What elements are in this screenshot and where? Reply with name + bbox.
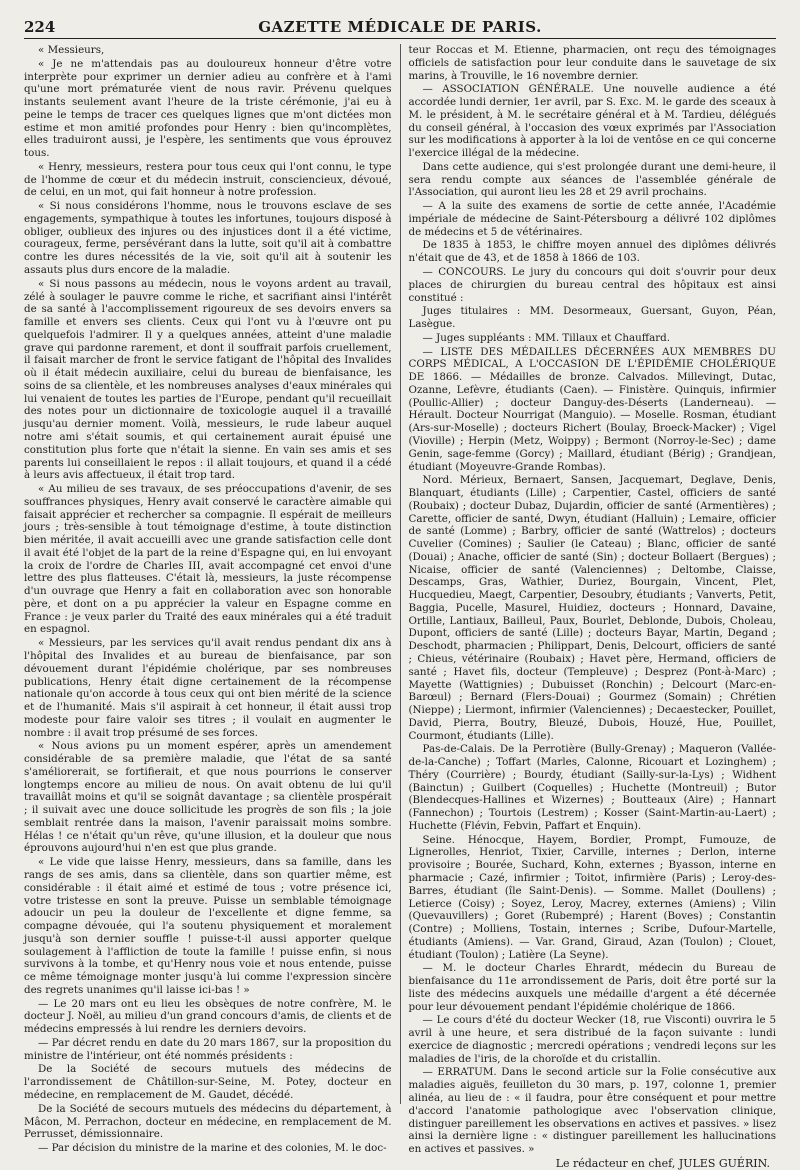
left-column (24, 44, 400, 1155)
paragraph: « Messieurs, (38, 44, 105, 56)
paragraph: « Nous avions pu un moment espérer, après un amendement considérable de sa première maladie, que l'état de sa santé s'améliorerait, se fortifierait, et que nous pourrions le conserver longtemps encore au milieu de nous. On avait obtenu de lui qu'il travaillât moins et qu'il se soignât davantage ; sa clientèle prospérait ; il suivait avec une douce sollicitude les progrès de son fils ; la joie semblait rentrée dans la maison, l'avenir paraissait moins sombre. Hélas ! ce n'était qu'un rêve, qu'une illusion, et la douleur que nous éprouvons aujourd'hui n'en est que plus grande. (24, 740, 392, 855)
paragraph: Nord. Mérieux, Bernaert, Sansen, Jacquemart, Deglave, Denis, Blanquart, étudiants (Lille) ; Carpentier, Castel, officiers de santé (Roubaix) ; docteur Dubaz, Dujardin, officier de santé (Armentières) ; Carette, officier de santé, Dwyn, étudiant (Halluin) ; Lemaire, officier de santé (Lomme) ; Barbry, officier de santé (Wattrelos) ; docteurs Cuvelier (Comines) ; Saulier (le Cateau) ; Blanc, officier de santé (Douai) ; Anache, officier de santé (Sin) ; docteur Bollaert (Bergues) ; Nicaise, officier de santé (Valenciennes) ; Deltombe, Claisse, Descamps, Gras, Wathier, Duriez, Bourgain, Vincent, Plet, Hucquedieu, Maegt, Carpentier, Desoubry, étudiants ; Vanverts, Petit, Baggia, Pucelle, Masurel, Huidiez, docteurs ; Honnard, Davaine, Ortille, Lantiaux, Bailleul, Paux, Bourlet, Deblonde, Dubois, Choleau, Dupont, officiers de santé (Lille) ; docteurs Bayar, Martin, Degand ; Deschodt, pharmacien ; Philippart, Denis, Delcourt, officiers de santé ; Chieus, vétérinaire (Roubaix) ; Havet père, Hermand, officiers de santé ; Havet fils, docteur (Templeuve) ; Desprez (Pont-à-Marc) ; Mayette (Wattignies) ; Dubuisset (Ronchin) ; Delcourt (Marc-en-Barœul) ; Bernard (Flers-Douai) ; Gourmez (Somain) ; Chrétien (Nieppe) ; Liermont, infirmier (Valenciennes) ; Decaestecker, Pouillet, David, Pierra, Boutry, Bleuzé, Dubois, Houzé, Hue, Pouillet, Courmont, étudiants (Lille). (408, 474, 776, 742)
paragraph: — LISTE DES MÉDAILLES DÉCERNÉES AUX MEMBRES DU CORPS MÉDICAL, A L'OCCASION DE L'ÉPIDÉMIE CHOLÉRIQUE DE 1866. — Médailles de bronze. Calvados. Millevingt, Dutac, Ozanne, Lefèvre, étudiants (Caen). — Finistère. Quinquis, infirmier (Poullic-Allier) ; docteur Danguy-des-Déserts (Landerneau). — Hérault. Docteur Nourrigat (Manguio). — Moselle. Rosman, étudiant (Ars-sur-Moselle) ; docteurs Richert (Boulay, Broeck-Macker) ; Vigel (Vioville) ; Herpin (Metz, Woippy) ; Bermont (Norroy-le-Sec) ; dame Genin, sage-femme (Gorcy) ; Maillard, étudiant (Bérig) ; Grandjean, étudiant (Moyeuvre-Grande Rombas). (408, 345, 776, 473)
paragraph: — Par décision du ministre de la marine et des colonies, M. le doc- (38, 1142, 387, 1155)
paragraph: — Juges suppléants : MM. Tillaux et Chauffard. (422, 331, 671, 344)
editor-signature: Le rédacteur en chef, JULES GUÉRIN. (555, 1156, 770, 1170)
paragraph: « Si nous considérons l'homme, nous le trouvons esclave de ses engagements, sympathique à toutes les infortunes, toujours disposé à obliger, oublieux des injures ou des injustices dont il a été victime, courageux, ferme, persévérant dans la lutte, soit qu'il ait à combattre contre les dures nécessités de la vie, soit qu'il ait à soutenir les assauts plus durs encore de la maladie. (24, 200, 392, 277)
paragraph: — A la suite des examens de sortie de cette année, l'Académie impériale de médecine de Saint-Pétersbourg a délivré 102 diplômes de médecins et 5 de vétérinaires. (408, 200, 776, 238)
paragraph: « Henry, messieurs, restera pour tous ceux qui l'ont connu, le type de l'homme de cœur et du médecin instruit, consciencieux, dévoué, de celui, en un mot, qui fait honneur à notre profession. (24, 160, 392, 199)
paragraph: « Si nous passons au médecin, nous le voyons ardent au travail, zélé à soulager le pauvre comme le riche, et sacrifiant ainsi l'intérêt de sa santé à l'accomplissement rigoureux de ses devoirs envers sa famille et envers ses clients. Ceux qui l'ont vu à l'œuvre ont pu quelquefois l'admirer. Il y a quelques années, atteint d'une maladie grave qui pardonne rarement, et dont il souffrait parfois cruellement, il faisait marcher de front le service fatigant de l'hôpital des Invalides où il était médecin auxiliaire, celui du bureau de bienfaisance, les soins de sa clientèle, et les nombreuses analyses d'eaux minérales qui lui venaient de toutes les parties de l'Europe, pendant qu'il recueillait des notes pour un dictionnaire de toxicologie auquel il a travaillé jusqu'au dernier moment. Voilà, messieurs, le rude labeur auquel notre ami s'était soumis, et qui certainement aurait épuisé une constitution plus forte que n'était la sienne. En vain ses amis et ses parents lui conseillaient le repos : il allait toujours, et quand il a cédé à leurs avis affectueux, il était trop tard. (24, 277, 392, 482)
paragraph: « Le vide que laisse Henry, messieurs, dans sa famille, dans les rangs de ses amis, dans sa clientèle, dans son quartier même, est considérable : il était aimé et estimé de tous ; votre présence ici, votre tristesse en sont la preuve. Puisse un semblable témoignage adoucir un peu la douleur de l'excellente et digne femme, sa compagne dévouée, qui l'a soutenu physiquement et moralement jusqu'à son dernier souffle ! puisse-t-il aussi apporter quelque soulagement à l'affliction de toute la famille ! puisse enfin, si nous survivons à la tombe, et qu'Henry nous voie et nous entende, puisse ce même témoignage monter jusqu'à lui comme l'expression sincère des regrets unanimes qu'il laisse ici-bas ! » (24, 856, 392, 996)
right-column (400, 44, 777, 1170)
paragraph: Juges titulaires : MM. Desormeaux, Guersant, Guyon, Péan, Lasègue. (408, 305, 776, 331)
paragraph: De 1835 à 1853, le chiffre moyen annuel des diplômes délivrés n'était que de 43, et de 1858 à 1866 de 103. (408, 239, 776, 265)
paragraph: — Par décret rendu en date du 20 mars 1867, sur la proposition du ministre de l'intérieur, ont été nommés présidents : (24, 1036, 392, 1062)
paragraph: teur Roccas et M. Etienne, pharmacien, ont reçu des témoignages officiels de satisfaction pour leur conduite dans le sauvetage de six marins, à Trouville, le 16 novembre dernier. (408, 44, 776, 82)
paragraph: « Messieurs, par les services qu'il avait rendus pendant dix ans à l'hôpital des Invalides et au bureau de bienfaisance, par son dévouement durant l'épidémie cholérique, par ses nombreuses publications, Henry était digne certainement de la récompense nationale qu'on accorde à tous ceux qui ont bien mérité de la science et de l'humanité. Mais s'il aspirait à cet honneur, il était aussi trop modeste pour faire valoir ses titres ; il voulait en augmenter le nombre : il avait trop présumé de ses forces. (24, 637, 392, 739)
paragraph: « Je ne m'attendais pas au douloureux honneur d'être votre interprète pour exprimer un dernier adieu au confrère et à l'ami qu'une mort prématurée vient de nous ravir. Prévenu quelques instants seulement avant l'heure de la triste cérémonie, j'ai eu à peine le temps de tracer ces quelques lignes que m'ont dictées mon estime et mon amitié profondes pour Henry : bien qu'incomplètes, elles traduiront aussi, je l'espère, les sentiments que vous éprouvez tous. (24, 57, 392, 160)
paragraph: — ASSOCIATION GÉNÉRALE. Une nouvelle audience a été accordée lundi dernier, 1er avril, par S. Exc. M. le garde des sceaux à M. le président, à M. le secrétaire général et à M. Tardieu, délégués du conseil général, à l'occasion des vœux exprimés par l'Association sur les modifications à apporter à la loi de ventôse en ce qui concerne l'exercice illégal de la médecine. (408, 83, 776, 160)
paragraph: — M. le docteur Charles Ehrardt, médecin du Bureau de bienfaisance du 11e arrondissement de Paris, doit être porté sur la liste des médecins auxquels une médaille d'argent a été décernée pour leur dévouement pendant l'épidémie cholérique de 1866. (408, 962, 776, 1013)
paragraph: — CONCOURS. Le jury du concours qui doit s'ouvrir pour deux places de chirurgien du bureau central des hôpitaux est ainsi constitué : (408, 266, 776, 304)
page-number: 224 (24, 18, 56, 36)
paragraph: — Le 20 mars ont eu lieu les obsèques de notre confrère, M. le docteur J. Noël, au milieu d'un grand concours d'amis, de clients et de médecins empressés à lui rendre les derniers devoirs. (24, 997, 392, 1036)
paragraph: Pas-de-Calais. De la Perrotière (Bully-Grenay) ; Maqueron (Vallée-de-la-Canche) ; Toffart (Marles, Calonne, Ricouart et Lozinghem) ; Théry (Courrière) ; Bourdy, étudiant (Sailly-sur-la-Lys) ; Widhent (Bainctun) ; Guilbert (Coquelles) ; Huchette (Montreuil) ; Butor (Blendecques-Hallines et Wizernes) ; Boutteaux (Aire) ; Hannart (Fannechon) ; Tourtois (Lestrem) ; Kosser (Saint-Martin-au-Laert) ; Huchette (Flévin, Febvin, Paffart et Enquin). (408, 743, 776, 832)
right-column-paragraphs (409, 44, 777, 1156)
text-columns (24, 44, 776, 1170)
paragraph: Seine. Hénocque, Hayem, Bordier, Prompt, Fumouze, de Lignerolles, Henriot, Tixier, Carville, internes ; Derlon, interne provisoire ; Bourée, Suchard, Kohn, externes ; Byasson, interne en pharmacie ; Cazé, infirmier ; Toitot, infirmière (Paris) ; Leroy-des-Barres, étudiant (île Saint-Denis). — Somme. Mallet (Doullens) ; Letierce (Coisy) ; Soyez, Leroy, Macrey, externes (Amiens) ; Vilin (Quevauvillers) ; Goret (Rubempré) ; Harent (Boves) ; Constantin (Contre) ; Molliens, Tostain, internes ; Scribe, Dufour-Martelle, étudiants (Amiens). — Var. Grand, Giraud, Azan (Toulon) ; Clouet, étudiant (Toulon) ; Latière (La Seyne). (408, 833, 776, 961)
paragraph: — Le cours d'été du docteur Wecker (18, rue Visconti) ouvrira le 5 avril à une heure, et sera distribué de la façon suivante : lundi exercice de diagnostic ; mercredi opérations ; vendredi leçons sur les maladies de l'iris, de la choroïde et du cristallin. (408, 1014, 776, 1065)
paragraph: De la Société de secours mutuels des médecins de l'arrondissement de Châtillon-sur-Seine, M. Potey, docteur en médecine, en remplacement de M. Gaudet, décédé. (24, 1063, 392, 1102)
paragraph: Dans cette audience, qui s'est prolongée durant une demi-heure, il sera rendu compte aux séances de l'assemblée générale de l'Association, qui auront lieu les 28 et 29 avril prochains. (408, 160, 776, 199)
page-header (24, 12, 776, 39)
paragraph: De la Société de secours mutuels des médecins du département, à Mâcon, M. Perrachon, docteur en médecine, en remplacement de M. Perrusset, démissionnaire. (24, 1102, 392, 1141)
paragraph: « Au milieu de ses travaux, de ses préoccupations d'avenir, de ses souffrances physiques, Henry avait conservé le caractère aimable qui faisait apprécier et rechercher sa compagnie. Il espérait de meilleurs jours ; très-sensible à tout témoignage d'estime, à toute distinction bien méritée, il avait accueilli avec une grande satisfaction celle dont il avait été l'objet de la part de la reine d'Espagne qui, en lui envoyant la croix de l'ordre de Charles III, avait accompagné cet envoi d'une lettre des plus flatteuses. C'était là, messieurs, la juste récompense d'un ouvrage que Henry a fait en collaboration avec son honorable père, et dont on a pu apprécier la valeur en Espagne comme en France : je veux parler du Traité des eaux minérales qui a été traduit en espagnol. (24, 483, 392, 636)
journal-title: GAZETTE MÉDICALE DE PARIS. (258, 18, 542, 36)
paragraph: — ERRATUM. Dans le second article sur la Folie consécutive aux maladies aiguës, feuilleton du 30 mars, p. 197, colonne 1, premier alinéa, au lieu de : « il faudra, pour être conséquent et pour mettre d'accord l'anatomie pathologique avec l'observation clinique, distinguer pareillement les observations en actives et passives. » lisez ainsi la dernière ligne : « distinguer pareillement les hallucinations en actives et passives. » (408, 1066, 776, 1156)
